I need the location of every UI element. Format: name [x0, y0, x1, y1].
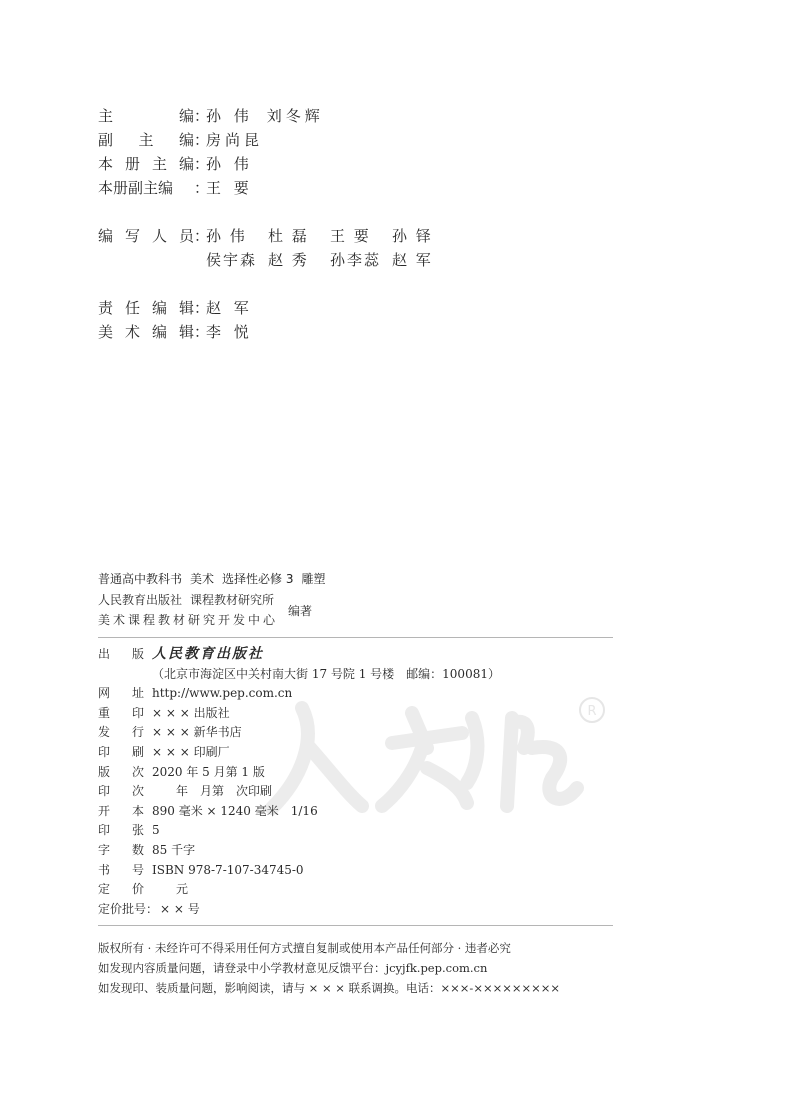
credit-name: 孙 伟 [206, 107, 253, 125]
imprint-label-char: 字 [98, 842, 111, 857]
credit-name: 王 要 [206, 179, 253, 197]
credit-role-char: 编 [178, 155, 194, 173]
imprint-label-char: 书 [98, 862, 111, 877]
imprint-label-char: 刷 [131, 744, 144, 759]
notice-line: 如发现印、装质量问题，影响阅读，请与 × × × 联系调换。电话：×××-××××××××× [98, 981, 561, 995]
imprint-block [98, 645, 500, 919]
staff-role-char: 员 [178, 227, 194, 245]
imprint-label-char: 版 [98, 764, 111, 779]
imprint-label [98, 802, 144, 822]
credit-name: 刘冬辉 [266, 107, 324, 125]
colon: ： [194, 131, 210, 149]
credit-names [206, 176, 267, 200]
staff-name: 王 要 [330, 227, 371, 245]
staff-names-row-2 [206, 248, 454, 272]
imprint-label [98, 743, 144, 763]
credit-name: 孙 伟 [206, 155, 253, 173]
staff-name: 杜 磊 [268, 227, 309, 245]
imprint-label [98, 763, 144, 783]
divider-top [98, 637, 613, 638]
staff-name: 孙 铎 [392, 227, 433, 245]
imprint-value: ISBN 978-7-107-34745-0 [152, 862, 304, 877]
imprint-value: http://www.pep.com.cn [152, 686, 293, 701]
notice-line: 版权所有 · 未经许可不得采用任何方式擅自复制或使用本产品任何部分 · 违者必究 [98, 941, 511, 955]
credit-names [206, 320, 267, 344]
credit-role-char: 术 [124, 323, 140, 341]
spacer [98, 272, 454, 296]
imprint-label-char: 出 [98, 647, 111, 661]
notice-line: 如发现内容质量问题，请登录中小学教材意见反馈平台：jcyjfk.pep.com.cn [98, 961, 488, 975]
credit-role-char: 任 [124, 299, 140, 317]
credit-role [98, 152, 194, 176]
credit-role [98, 296, 194, 320]
imprint-row [98, 802, 500, 822]
imprint-row [98, 841, 500, 861]
credit-role-char: 编 [178, 107, 194, 125]
credit-role [98, 128, 194, 152]
imprint-row [98, 684, 500, 704]
imprint-label [98, 645, 144, 665]
imprint-row [98, 763, 500, 783]
imprint-label-char: 次 [131, 764, 144, 779]
credit-role-char: 编 [178, 131, 194, 149]
imprint-label-char: 号 [131, 862, 144, 877]
imprint-label-char: 次 [131, 784, 144, 799]
staff-name: 侯宇森 [206, 251, 258, 269]
credit-role [98, 104, 194, 128]
imprint-row [98, 704, 500, 724]
imprint-value: × × × 新华书店 [152, 725, 242, 740]
imprint-label [98, 684, 144, 704]
publisher-line-2: 美术课程教材研究开发中心 [98, 613, 279, 627]
imprint-label-char: 印 [98, 784, 111, 799]
credit-role-char: 辑 [178, 323, 194, 341]
colon: ： [194, 323, 210, 341]
imprint-row [98, 743, 500, 763]
imprint-value: （北京市海淀区中关村南大街 17 号院 1 号楼 邮编：100081） [152, 666, 500, 681]
imprint-row [98, 782, 500, 802]
credit-names [206, 152, 267, 176]
compiled-label: 编著 [288, 603, 313, 618]
imprint-row [98, 645, 500, 665]
colon: ： [194, 155, 210, 173]
credit-role-char: 编 [151, 323, 167, 341]
imprint-value: 元 [152, 882, 189, 897]
credit-row [98, 104, 454, 128]
colon: ： [194, 227, 210, 245]
imprint-label [98, 880, 144, 900]
book-title [98, 570, 334, 587]
credit-names [206, 128, 277, 152]
book-title-part: 美术 [190, 572, 215, 586]
book-title-part: 雕塑 [301, 572, 326, 586]
imprint-value: 890 毫米 × 1240 毫米 1/16 [152, 803, 318, 818]
imprint-value: 5 [152, 823, 160, 838]
imprint-label-char: 网 [98, 686, 111, 701]
publisher-block [98, 590, 312, 630]
imprint-row [98, 821, 500, 841]
credit-row [98, 128, 454, 152]
notices-block [98, 938, 560, 998]
imprint-label-char: 价 [131, 882, 144, 897]
imprint-label-char: 重 [98, 705, 111, 720]
credit-role-char: 主 [98, 107, 114, 125]
staff-role-char: 编 [98, 227, 114, 245]
imprint-value: × × × 印刷厂 [152, 744, 230, 759]
imprint-label-char: 印 [131, 705, 144, 720]
imprint-label-char: 张 [131, 823, 144, 838]
imprint-row [98, 880, 500, 900]
book-title-part: 选择性必修 3 [222, 572, 294, 586]
publisher-logo: 人民教育出版社 [152, 646, 264, 662]
book-title-part: 普通高中教科书 [98, 572, 183, 586]
divider-bottom [98, 925, 613, 926]
staff-name: 赵 秀 [268, 251, 309, 269]
staff-role-char: 写 [124, 227, 140, 245]
credits-block [98, 104, 454, 344]
imprint-value: 年 月第 次印刷 [152, 784, 273, 799]
publisher-name: 课程教材研究所 [190, 593, 275, 607]
imprint-label-char: 定 [98, 882, 111, 897]
publisher-line-1 [98, 590, 282, 610]
imprint-label-char: 发 [98, 725, 111, 740]
credit-row [98, 296, 454, 320]
svg-text:R: R [587, 704, 597, 719]
credit-role-char: 责 [98, 299, 114, 317]
staff-name: 赵 军 [392, 251, 433, 269]
credit-role-char: 美 [98, 323, 114, 341]
imprint-label [98, 841, 144, 861]
staff-role-char: 人 [151, 227, 167, 245]
imprint-row [98, 900, 500, 920]
imprint-value: 2020 年 5 月第 1 版 [152, 764, 265, 779]
colon: ： [194, 179, 210, 197]
credit-role-char: 主 [151, 155, 167, 173]
imprint-row [98, 861, 500, 881]
imprint-label-char: 行 [131, 725, 144, 740]
imprint-label-char: 本 [131, 803, 144, 818]
imprint-value: × × 号 [160, 901, 200, 916]
credit-name: 房尚昆 [206, 131, 264, 149]
credit-row [98, 152, 454, 176]
staff-row [98, 224, 454, 248]
imprint-label [98, 782, 144, 802]
staff-indent [98, 248, 206, 272]
colon: ： [194, 299, 210, 317]
imprint-label [98, 861, 144, 881]
credit-role [98, 320, 194, 344]
imprint-label [98, 723, 144, 743]
credit-row [98, 176, 454, 200]
imprint-row [98, 665, 500, 685]
imprint-label-char: 址 [131, 686, 144, 701]
credit-role-char: 本册副主编 [98, 179, 174, 197]
credit-role-char: 副 [98, 131, 114, 149]
imprint-label-char: 开 [98, 803, 111, 818]
imprint-label [98, 821, 144, 841]
imprint-label-char: 印 [98, 823, 111, 838]
credit-role-char: 本 [98, 155, 114, 173]
credit-names [206, 296, 267, 320]
credit-row [98, 320, 454, 344]
publisher-name: 人民教育出版社 [98, 593, 183, 607]
imprint-label-char: 定价批号： [98, 901, 159, 916]
staff-name: 孙 伟 [206, 227, 247, 245]
imprint-label-char: 版 [131, 647, 144, 661]
credit-name: 赵 军 [206, 299, 253, 317]
imprint-value: 85 千字 [152, 842, 196, 857]
credit-role-char: 主 [138, 131, 154, 149]
credit-role-char: 编 [151, 299, 167, 317]
imprint-label [98, 665, 144, 685]
imprint-label [98, 900, 160, 920]
credit-role-char: 辑 [178, 299, 194, 317]
imprint-label-char: 数 [131, 842, 144, 857]
imprint-value: × × × 出版社 [152, 705, 230, 720]
spacer [98, 200, 454, 224]
credit-names [206, 104, 338, 128]
imprint-label [98, 704, 144, 724]
staff-names-row-1 [206, 224, 454, 248]
imprint-row [98, 723, 500, 743]
credit-name: 李 悦 [206, 323, 253, 341]
imprint-label-char: 印 [98, 744, 111, 759]
staff-name: 孙李蕊 [330, 251, 382, 269]
credit-role [98, 176, 194, 200]
credit-role-char: 册 [124, 155, 140, 173]
staff-row-2 [98, 248, 454, 272]
colon: ： [194, 107, 210, 125]
staff-role [98, 224, 194, 248]
